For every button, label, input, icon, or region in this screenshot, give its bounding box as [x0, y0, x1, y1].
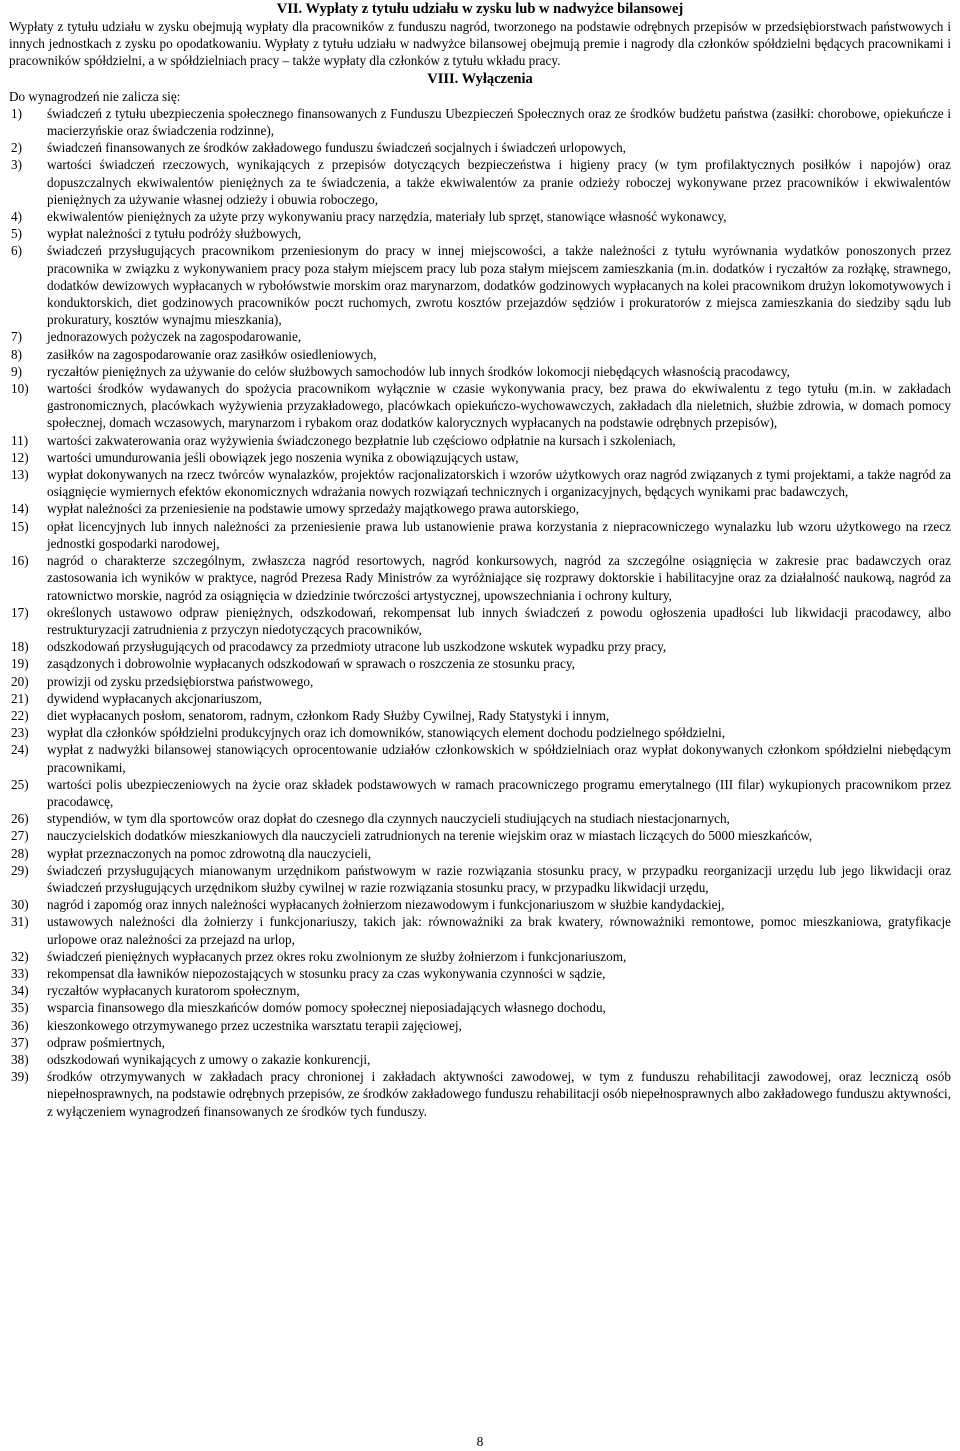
list-item-text: rekompensat dla ławników niepozostających w stosunku pracy za czas wykonywania czynności w sądzie, [47, 965, 606, 981]
section-8-intro: Do wynagrodzeń nie zalicza się: [9, 88, 181, 104]
list-item-number: 11) [11, 432, 29, 448]
list-item-number: 7) [11, 329, 22, 345]
list-item-number: 25) [11, 776, 29, 792]
list-item [9, 982, 951, 999]
list-item-number: 6) [11, 243, 22, 259]
list-item [9, 500, 951, 517]
list-item [9, 827, 951, 844]
list-item-number: 4) [11, 209, 22, 225]
section-7-title: VII. Wypłaty z tytułu udziału w zysku lub w nadwyżce bilansowej [276, 1, 684, 17]
list-item [9, 707, 951, 724]
list-item-text: jednorazowych pożyczek na zagospodarowanie, [47, 329, 302, 345]
list-item-text: stypendiów, w tym dla sportowców oraz dopłat do czesnego dla czynnych nauczycieli studiujących na studiach niestacjonarnych, [47, 811, 730, 827]
list-item-number: 9) [11, 363, 22, 379]
list-item [9, 242, 951, 328]
list-item-text: wypłat należności z tytułu podróży służbowych, [47, 226, 302, 242]
list-item-text: nagród i zapomóg oraz innych należności wypłacanych żołnierzom niezawodowym i funkcjonariuszom w służbie kandydackiej, [47, 897, 725, 913]
list-item-number: 35) [11, 1000, 29, 1016]
list-item [9, 346, 951, 363]
list-item-text: odszkodowań przysługujących od pracodawcy za przedmioty utracone lub uszkodzone wskutek wypadku przy pracy, [47, 639, 667, 655]
list-item-text: nauczycielskich dodatków mieszkaniowych dla nauczycieli zatrudnionych na terenie wiejskim oraz w miastach liczących do 5000 mieszkańców, [47, 828, 813, 844]
list-item-text: świadczeń pieniężnych wypłacanych przez okres roku zwolnionym ze służby żołnierzom i funkcjonariuszom, [47, 948, 627, 964]
list-item [9, 328, 951, 345]
list-item-text: wypłat dla członków spółdzielni produkcyjnych oraz ich domowników, stanowiących element dochodu podzielnego spółdzielni, [47, 725, 726, 741]
list-item [9, 225, 951, 242]
list-item [9, 156, 951, 208]
list-item-text: wypłat należności za przeniesienie na podstawie umowy sprzedaży majątkowego prawa autorskiego, [47, 501, 580, 517]
list-item-text: wartości umundurowania jeśli obowiązek jego noszenia wynika z obowiązujących ustaw, [47, 449, 519, 465]
section-7-paragraph: Wypłaty z tytułu udziału w zysku obejmują wypłaty dla pracowników z funduszu nagród, tworzonego na podstawie odrębnych przepisów w przedsiębiorstwach państwowych i innych jednostkach z zysku po opodatkowaniu. Wypłaty z tytułu udziału w nadwyżce bilansowej obejmują premie i nagrody dla członków spółdzielni będących pracownikami i pracowników spółdzielni, a w spółdzielniach pracy – także wypłaty dla członków z tytułu wkładu pracy. [9, 19, 951, 69]
list-item [9, 466, 951, 500]
list-item [9, 776, 951, 810]
list-item-number: 38) [11, 1051, 29, 1067]
list-item-number: 17) [11, 604, 29, 620]
list-item [9, 724, 951, 741]
list-item-number: 22) [11, 707, 29, 723]
list-item-number: 16) [11, 553, 29, 569]
list-item-number: 28) [11, 845, 29, 861]
section-8-title: VIII. Wyłączenia [427, 70, 533, 87]
list-item-text: wypłat dokonywanych na rzecz twórców wynalazków, projektów racjonalizatorskich i wzorów użytkowych oraz nagród związanych z tymi projektami, a także nagród za osiągnięcie wymiernych efektów ekonomicznych wdrażania nowych rozwiązań technicznych i organizacyjnych, będących wynikami prac badawczych, [47, 467, 951, 500]
list-item-text: wsparcia finansowego dla mieszkańców domów pomocy społecznej nieposiadających własnego dochodu, [47, 1000, 606, 1016]
list-item-text: zasądzonych i dobrowolnie wypłacanych odszkodowań w sprawach o roszczenia ze stosunku pracy, [47, 656, 575, 672]
list-item-number: 31) [11, 914, 29, 930]
list-item [9, 552, 951, 604]
list-item-number: 26) [11, 811, 29, 827]
list-item-text: ekwiwalentów pieniężnych za użyte przy wykonywaniu pracy narzędzia, materiały lub sprzęt, stanowiące własność wykonawcy, [47, 209, 727, 225]
list-item [9, 1051, 951, 1068]
list-item-text: wartości środków wydawanych do spożycia pracownikom wyłącznie w czasie wykonywania pracy, bez prawa do ekwiwalentu z tego tytułu (m.in. w zakładach gastronomicznych, placówkach wyżywienia przyzakładowego, placówkach opiekuńczo-wychowawczych, zakładach dla nieletnich, służbie zdrowia, w domach pomocy społecznej, domach wczasowych, marynarzom i rybakom oraz dodatków kalorycznych wypłacanych na podstawie odrębnych przepisów), [47, 381, 951, 431]
list-item-text: ryczałtów pieniężnych za używanie do celów służbowych samochodów lub innych środków lokomocji niebędących własnością pracodawcy, [47, 363, 790, 379]
list-item-number: 8) [11, 346, 22, 362]
list-item [9, 673, 951, 690]
list-item [9, 810, 951, 827]
list-item [9, 1034, 951, 1051]
list-item [9, 896, 951, 913]
list-item-text: odpraw pośmiertnych, [47, 1034, 165, 1050]
list-item-text: wypłat z nadwyżki bilansowej stanowiących oprocentowanie udziałów członkowskich w spółdzielniach oraz wypłat dokonywanych członkom spółdzielni niebędącym pracownikami, [47, 742, 951, 775]
list-item [9, 449, 951, 466]
list-item [9, 363, 951, 380]
list-item-number: 34) [11, 983, 29, 999]
list-item-text: odszkodowań wynikających z umowy o zakazie konkurencji, [47, 1051, 371, 1067]
list-item-number: 24) [11, 742, 29, 758]
exclusion-list [9, 105, 951, 1120]
list-item-text: wartości świadczeń rzeczowych, wynikających z przepisów dotyczących bezpieczeństwa i higieny pracy (w tym profilaktycznych posiłków i napojów) oraz dopuszczalnych ekwiwalentów pieniężnych za te świadczenia, a także ekwiwalentów za pranie odzieży roboczej wykonywane przez pracowników i ekwiwalentów pieniężnych za używanie własnej odzieży i obuwia roboczego, [47, 157, 951, 207]
list-item [9, 913, 951, 947]
list-item [9, 741, 951, 775]
list-item [9, 518, 951, 552]
list-item-text: świadczeń z tytułu ubezpieczenia społecznego finansowanych z Funduszu Ubezpieczeń Społecznych oraz ze środków budżetu państwa (zasiłki: chorobowe, opiekuńcze i macierzyńskie oraz świadczenia rodzinne), [47, 105, 951, 139]
list-item-text: prowizji od zysku przedsiębiorstwa państwowego, [47, 673, 314, 689]
list-item-number: 23) [11, 725, 29, 741]
list-item-number: 36) [11, 1017, 29, 1033]
list-item [9, 965, 951, 982]
list-item-text: świadczeń finansowanych ze środków zakładowego funduszu świadczeń socjalnych i świadczeń urlopowych, [47, 140, 626, 156]
list-item-text: zasiłków na zagospodarowanie oraz zasiłków osiedleniowych, [47, 346, 377, 362]
list-item-number: 19) [11, 656, 29, 672]
list-item-number: 15) [11, 518, 29, 534]
list-item [9, 380, 951, 432]
list-item [9, 1017, 951, 1034]
list-item [9, 105, 951, 139]
list-item-number: 10) [11, 381, 29, 397]
list-item-number: 14) [11, 501, 29, 517]
list-item-text: ustawowych należności dla żołnierzy i funkcjonariuszy, takich jak: równoważniki za brak kwatery, równoważniki remontowe, pomoc mieszkaniowa, gratyfikacje urlopowe oraz należności za przejazd na urlop, [47, 914, 951, 947]
list-item [9, 690, 951, 707]
list-item-number: 20) [11, 673, 29, 689]
list-item-number: 12) [11, 449, 29, 465]
list-item [9, 208, 951, 225]
list-item-text: wartości polis ubezpieczeniowych na życie oraz składek podstawowych w ramach pracowniczego programu emerytalnego (III filar) wykupionych pracownikom przez pracodawcę, [47, 776, 951, 809]
list-item-text: świadczeń przysługujących pracownikom przeniesionym do pracy w innej miejscowości, a także należności z tytułu wyrównania wydatków ponoszonych przez pracownika w związku z wykonywaniem pracy poza stałym miejscem pracy lub poza stałym miejscem zamieszkania (m.in. dodatków i ryczałtów za rozłąkę, strawnego, dodatków dewizowych wypłacanych w rybołówstwie morskim oraz marynarzom, dodatków godzinowych wypłacanych na kolei pracownikom drużyn lokomotywowych i konduktorskich, diet godzinowych pracowników poczt ruchomych, zwrotu kosztów przejazdów sędziów i prokuratorów z miejsca zamieszkania do siedziby sądu lub prokuratury, kosztów wynajmu mieszkania), [47, 243, 951, 328]
list-item [9, 1068, 951, 1120]
page-number: 8 [476, 1434, 484, 1449]
list-item-number: 27) [11, 828, 29, 844]
list-item [9, 139, 951, 156]
list-item-number: 32) [11, 948, 29, 964]
list-item-text: wartości zakwaterowania oraz wyżywienia świadczonego bezpłatnie lub częściowo odpłatnie na kursach i szkoleniach, [47, 432, 676, 448]
list-item [9, 948, 951, 965]
list-item-text: ryczałtów wypłacanych kuratorom społecznym, [47, 983, 300, 999]
list-item-text: opłat licencyjnych lub innych należności za przeniesienie prawa lub ustanowienie prawa korzystania z niepracowniczego wynalazku lub wzoru użytkowego na rzecz jednostki gospodarki narodowej, [47, 518, 951, 551]
list-item [9, 604, 951, 638]
list-item-number: 3) [11, 157, 22, 173]
list-item-text: środków otrzymywanych w zakładach pracy chronionej i zakładach aktywności zawodowej, w tym z funduszu rehabilitacji zawodowej, oraz leczniczą osób niepełnosprawnych, na podstawie odrębnych przepisów, ze środków zakładowego funduszu rehabilitacji osób niepełnosprawnych albo zakładowego funduszu aktywności, z wyłączeniem wynagrodzeń finansowanych ze środków tych funduszy. [47, 1069, 951, 1119]
list-item-number: 5) [11, 226, 22, 242]
list-item-number: 30) [11, 897, 29, 913]
list-item-number: 33) [11, 965, 29, 981]
list-item-number: 37) [11, 1034, 29, 1050]
list-item [9, 655, 951, 672]
list-item-number: 29) [11, 862, 29, 878]
list-item-text: diet wypłacanych posłom, senatorom, radnym, członkom Rady Służby Cywilnej, Rady Statystyki i innym, [47, 707, 610, 723]
list-item [9, 432, 951, 449]
list-item-number: 21) [11, 690, 29, 706]
list-item-text: świadczeń przysługujących mianowanym urzędnikom państwowym w razie rozwiązania stosunku pracy, w przypadku reorganizacji urzędu lub jego likwidacji oraz świadczeń przysługujących urzędnikom służby cywilnej w razie rozwiązania stosunku pracy, w przypadku likwidacji urzędu, [47, 862, 951, 895]
list-item [9, 999, 951, 1016]
page-content [9, 0, 951, 1120]
list-item-number: 18) [11, 639, 29, 655]
list-item [9, 845, 951, 862]
list-item-number: 1) [11, 105, 22, 121]
list-item-number: 13) [11, 467, 29, 483]
list-item-text: nagród o charakterze szczególnym, zwłaszcza nagród resortowych, nagród konkursowych, nagród za szczególne osiągnięcia w zakresie prac badawczych oraz zastosowania ich wyników w praktyce, nagród Prezesa Rady Ministrów za wyróżniające się rozprawy doktorskie i habilitacyjne oraz za działalność naukową, nagród za ratownictwo morskie, nagród za osiągnięcia w dziedzinie twórczości artystycznej, upowszechniania i ochrony kultury, [47, 553, 951, 603]
list-item-text: dywidend wypłacanych akcjonariuszom, [47, 690, 262, 706]
list-item-text: kieszonkowego otrzymywanego przez uczestnika warsztatu terapii zajęciowej, [47, 1017, 462, 1033]
list-item-text: wypłat przeznaczonych na pomoc zdrowotną dla nauczycieli, [47, 845, 372, 861]
list-item-text: określonych ustawowo odpraw pieniężnych, odszkodowań, rekompensat lub innych świadczeń z powodu ogłoszenia upadłości lub likwidacji pracodawcy, albo restrukturyzacji zatrudnienia z przyczyn niedotyczących pracowników, [47, 604, 951, 637]
list-item-number: 39) [11, 1069, 29, 1085]
list-item [9, 862, 951, 896]
list-item [9, 638, 951, 655]
list-item-number: 2) [11, 140, 22, 156]
